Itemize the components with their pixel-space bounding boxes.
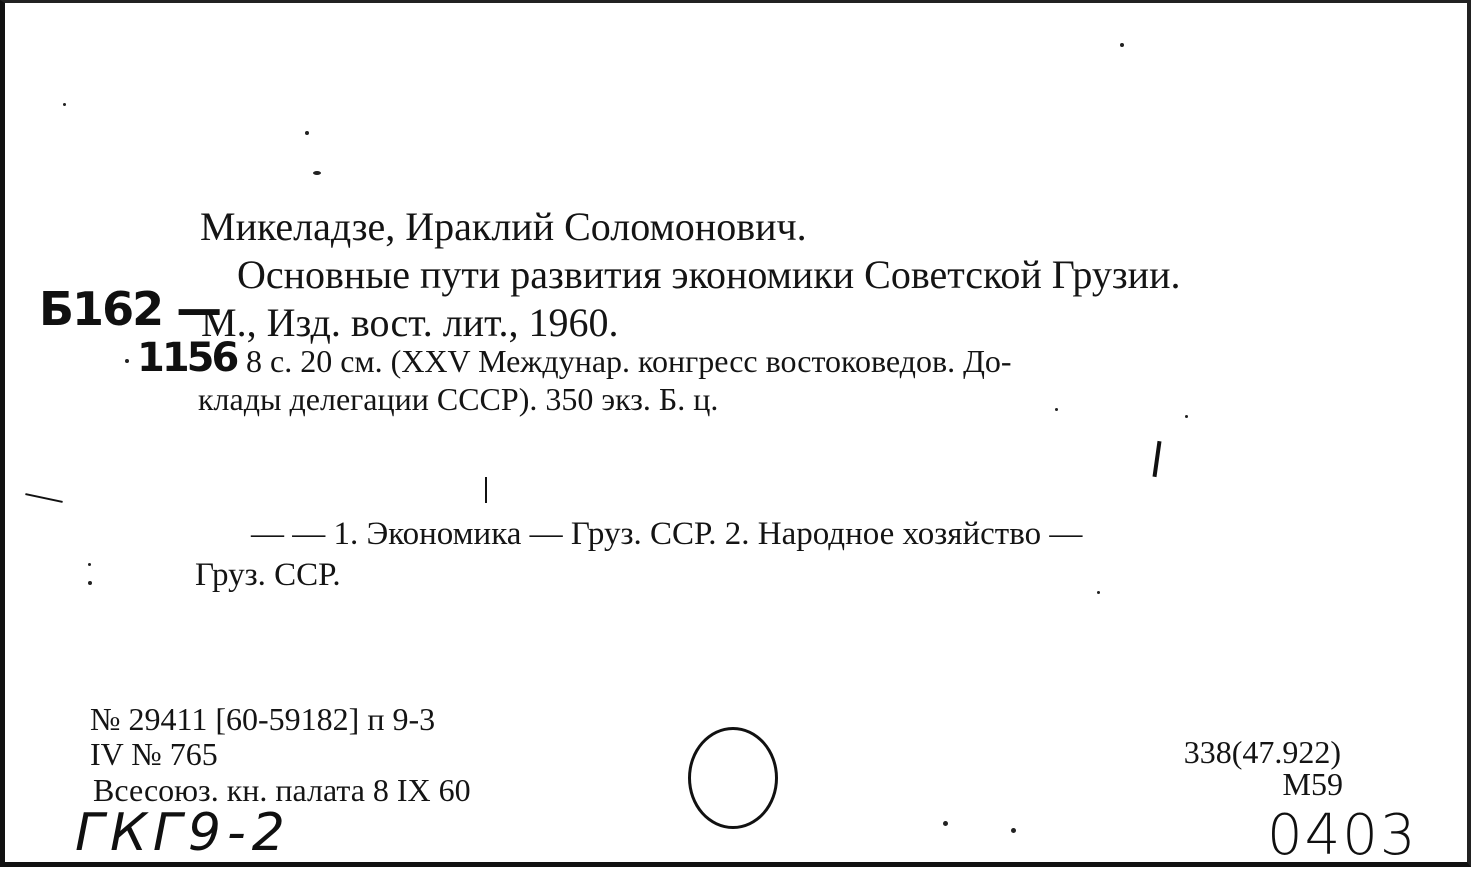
scan-speck	[63, 103, 66, 106]
handwritten-code-right: 0403	[1267, 803, 1418, 868]
chamber-date: Всесоюз. кн. палата 8 IX 60	[93, 772, 471, 808]
author-mark: М59	[1282, 766, 1343, 802]
subject-headings-line-2: Груз. ССР.	[195, 557, 341, 593]
collation-line-2: клады делегации СССР). 350 экз. Б. ц.	[198, 381, 719, 417]
scan-speck	[88, 563, 91, 566]
scan-speck	[1011, 828, 1016, 833]
author-heading: Микеладзе, Ираклий Соломонович.	[200, 204, 807, 249]
book-title: Основные пути развития экономики Советской Грузии.	[237, 252, 1181, 297]
scan-speck	[1055, 408, 1058, 411]
udc-classification: 338(47.922)	[1183, 734, 1341, 770]
registration-series: IV № 765	[90, 736, 218, 772]
handwritten-code-left: ГКГ9-2	[75, 803, 291, 863]
registration-number: № 29411 [60-59182] п 9-3	[90, 701, 436, 737]
handwritten-shelf-number: 1156	[137, 335, 237, 381]
scan-speck	[1097, 591, 1100, 594]
scan-speck	[305, 131, 309, 135]
scan-speck	[88, 581, 92, 585]
scan-speck	[1120, 43, 1124, 47]
punch-hole-circle	[688, 727, 778, 829]
scan-speck	[1185, 415, 1188, 418]
scan-speck	[313, 171, 321, 175]
imprint: М., Изд. вост. лит., 1960.	[201, 300, 619, 345]
scan-speck	[943, 821, 948, 826]
scan-speck	[125, 359, 129, 363]
scan-mark	[25, 493, 63, 503]
pencil-mark	[485, 477, 487, 503]
collation-line-1: 8 с. 20 см. (XXV Междунар. конгресс востоковедов. До-	[246, 343, 1012, 379]
pencil-mark	[1153, 441, 1162, 477]
handwritten-shelf-mark: Б162 —	[39, 282, 221, 336]
subject-headings-line-1: — — 1. Экономика — Груз. ССР. 2. Народное хозяйство —	[251, 516, 1083, 552]
